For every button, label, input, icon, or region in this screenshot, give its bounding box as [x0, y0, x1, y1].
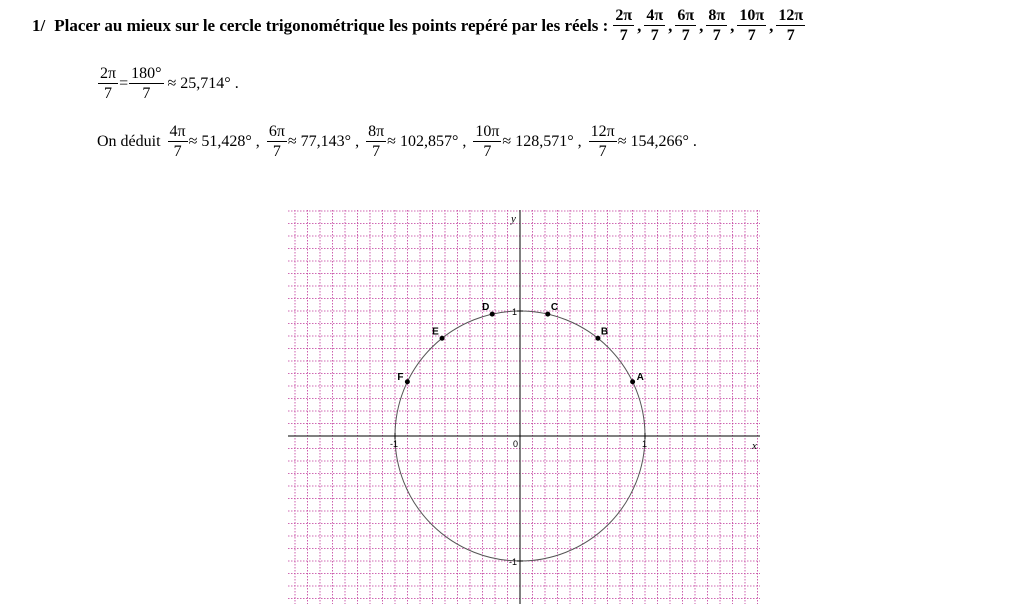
equals-sign: = [119, 75, 129, 92]
deduction-frac-4pi: $\frac{4\pi}{7}$ [169, 123, 186, 160]
point-label-E: E [432, 326, 439, 338]
origin-label: 0 [513, 439, 519, 449]
circle-points [397, 302, 643, 384]
deduction-frac-10pi: $\frac{10\pi}{7}$ [475, 123, 500, 160]
deduction-approx-8pi: ≈ 102,857° , [387, 133, 467, 150]
question-text: Placer au mieux sur le cercle trigonométrique les points repéré par les réels : [54, 16, 609, 35]
point-C [545, 312, 550, 317]
deduction-line [97, 124, 697, 160]
tick-label-x-1: 1 [642, 439, 648, 449]
tick-label-y-minus-1: -1 [509, 557, 518, 567]
deduction-approx-6pi: ≈ 77,143° , [287, 133, 360, 150]
deduction-approx-12pi: ≈ 154,266° . [617, 133, 697, 150]
fraction-2pi-7: $\frac{2\pi}{7}$ [615, 7, 633, 44]
point-label-C: C [550, 302, 559, 314]
fraction-10pi-7: $\frac{10\pi}{7}$ [739, 7, 765, 44]
fraction-6pi-7: $\frac{6\pi}{7}$ [677, 7, 695, 44]
point-label-F: F [397, 371, 404, 383]
conversion-approx: ≈ 25,714° . [167, 75, 239, 92]
point-label-A: A [636, 371, 644, 383]
deduction-intro: On déduit [97, 133, 161, 150]
fraction-12pi-7: $\frac{12\pi}{7}$ [778, 7, 804, 44]
conversion-frac-left: $\frac{2\pi}{7}$ [100, 65, 117, 102]
x-axis-label: x [752, 440, 757, 452]
question-line: 1/ Placer au mieux sur le cercle trigonométrique les points repéré par les réels : $\frac{2\pi}{7}$ , $\frac{4\pi}{7}$ , $\frac{6\pi}{7}$ , $\frac{8\pi}{7}$ , $\frac{10\pi}{7}$ , $\frac{12\pi}{7}$ [32, 7, 804, 44]
conversion-frac-right: $\frac{180^\circ}{7}$ [131, 65, 162, 102]
deduction-approx-4pi: ≈ 51,428° , [188, 133, 260, 150]
deduction-frac-8pi: $\frac{8\pi}{7}$ [368, 123, 385, 160]
question-number: 1/ [32, 16, 46, 35]
point-F [405, 379, 410, 384]
deduction-approx-10pi: ≈ 128,571° , [502, 133, 582, 150]
tick-label-y-1: 1 [512, 307, 518, 317]
point-label-B: B [600, 326, 609, 338]
tick-label-x-minus-1: -1 [390, 439, 399, 449]
y-axis-label: y [511, 213, 516, 225]
fraction-4pi-7: $\frac{4\pi}{7}$ [646, 7, 664, 44]
point-B [595, 336, 600, 341]
fraction-8pi-7: $\frac{8\pi}{7}$ [708, 7, 726, 44]
grid [288, 210, 760, 604]
point-A [630, 379, 635, 384]
point-E [440, 336, 445, 341]
point-D [490, 312, 495, 317]
conversion-line [97, 66, 239, 102]
deduction-frac-6pi: $\frac{6\pi}{7}$ [268, 123, 285, 160]
deduction-frac-12pi: $\frac{12\pi}{7}$ [590, 123, 615, 160]
point-label-D: D [482, 302, 490, 314]
trig-circle-figure [288, 210, 760, 604]
